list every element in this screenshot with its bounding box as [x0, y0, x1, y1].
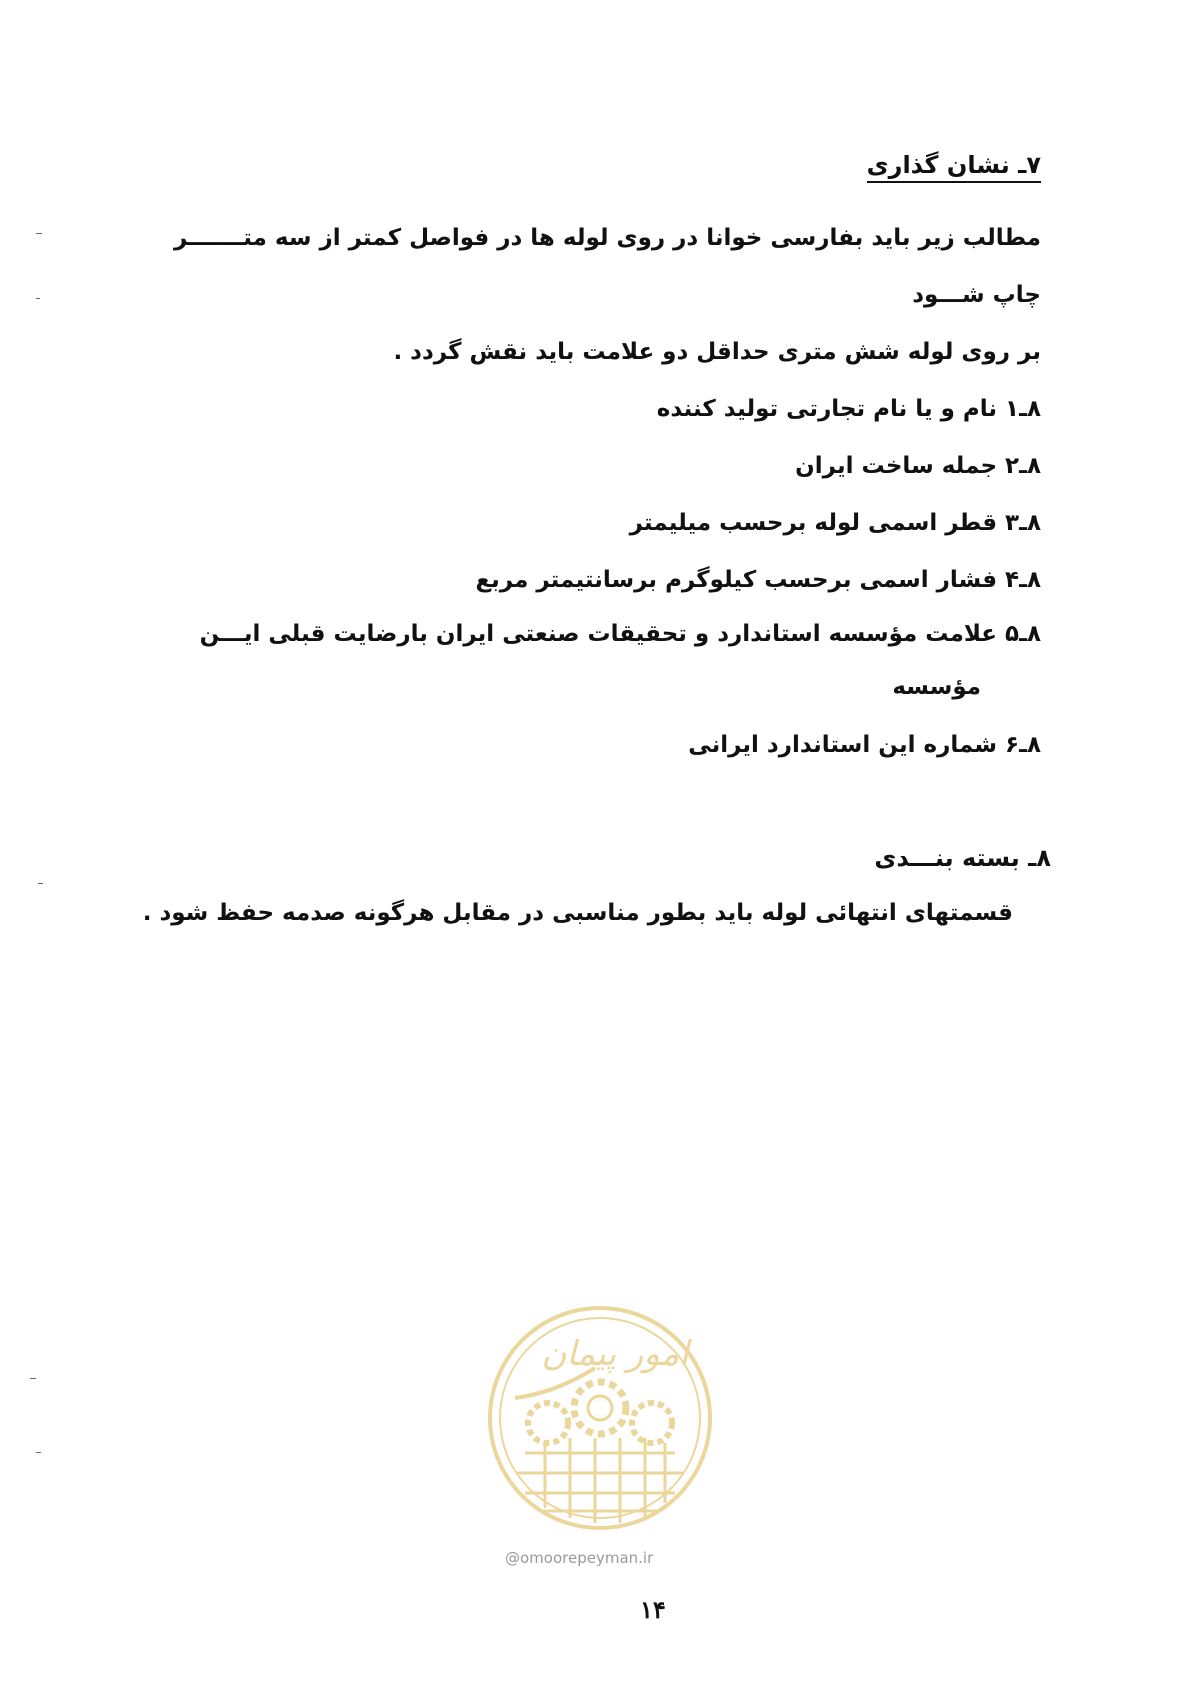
section-7-paragraph-line-1: مطالب زیر باید بفارسی خوانا در روی لوله ها در فواصل کمتر از سه متـــــــر: [173, 225, 1041, 251]
scan-speck: [36, 233, 42, 234]
section-7-heading: ۷ـ نشان گذاری: [867, 150, 1041, 180]
page-number: ۱۴: [640, 1595, 666, 1624]
list-item-8-6: ۸ـ۶ شماره این استاندارد ایرانی: [688, 732, 1041, 758]
section-8-paragraph: قسمتهای انتهائی لوله باید بطور مناسبی در مقابل هرگونه صدمه حفظ شود .: [142, 900, 1013, 926]
scan-speck: [30, 1378, 36, 1379]
list-item-8-1: ۸ـ۱ نام و یا نام تجارتی تولید کننده: [656, 396, 1041, 422]
scan-speck: [36, 1452, 41, 1453]
list-item-8-3: ۸ـ۳ قطر اسمی لوله برحسب میلیمتر: [629, 510, 1041, 536]
scan-speck: [36, 298, 40, 299]
omoore-peyman-watermark-logo: [485, 1303, 715, 1533]
scan-speck: [38, 883, 43, 884]
section-8-heading: ۸ـ بسته بنـــدی: [874, 844, 1051, 872]
list-item-8-5: ۸ـ۵ علامت مؤسسه استاندارد و تحقیقات صنعتی ایران بارضایت قبلی ایـــن: [199, 621, 1041, 647]
watermark-logo-text: امور پیمان: [541, 1334, 689, 1374]
watermark-url: @omoorepeyman.ir: [505, 1549, 654, 1567]
list-item-8-2: ۸ـ۲ جمله ساخت ایران: [795, 453, 1041, 479]
section-7-paragraph-2: بر روی لوله شش متری حداقل دو علامت باید نقش گردد .: [393, 339, 1041, 365]
list-item-8-4: ۸ـ۴ فشار اسمی برحسب کیلوگرم برسانتیمتر مربع: [475, 567, 1041, 593]
list-item-8-5-continuation: مؤسسه: [892, 674, 981, 700]
section-7-paragraph-line-2: چاپ شـــود: [912, 282, 1041, 308]
